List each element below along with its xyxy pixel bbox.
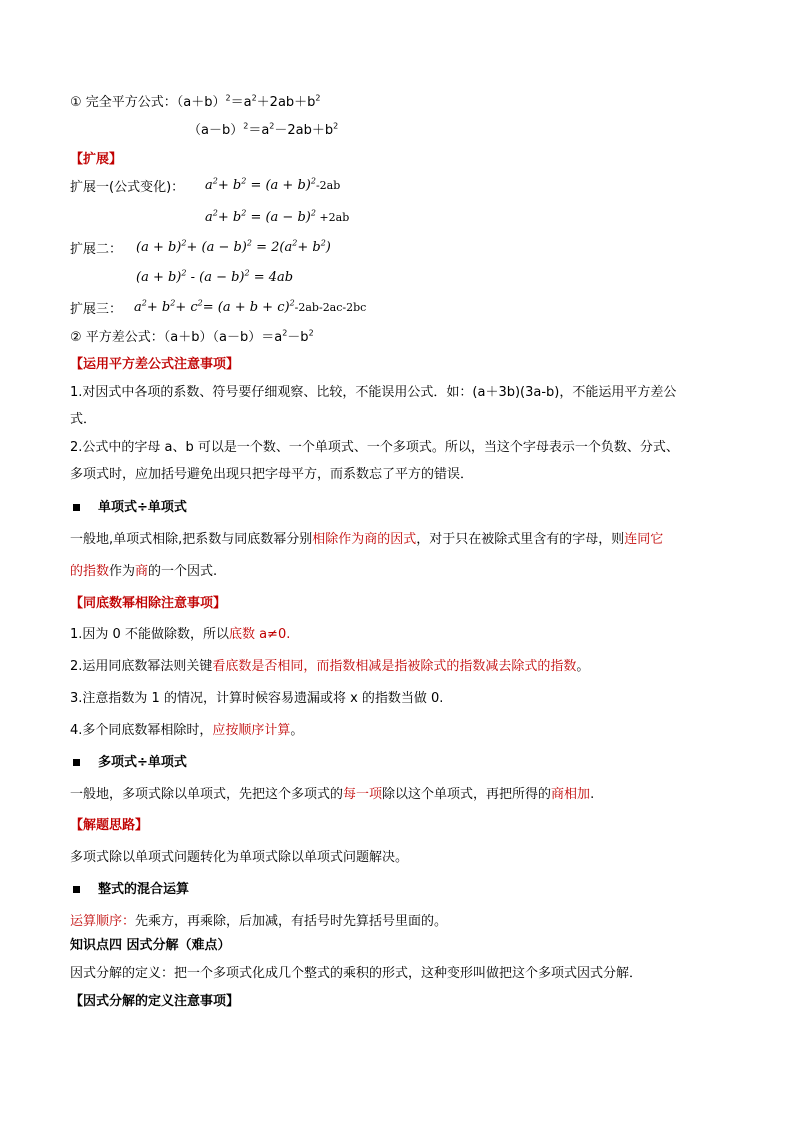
m: a bbox=[205, 178, 213, 193]
extension-two-formula-1 bbox=[136, 238, 331, 258]
m: + c bbox=[175, 300, 198, 315]
operation-order bbox=[70, 912, 447, 932]
highlight: 看底数是否相同，而指数相减是指被除式的指数减去除式的指数 bbox=[212, 659, 577, 674]
sup: 2 bbox=[292, 238, 298, 248]
text: 4.多个同底数幂相除时， bbox=[70, 723, 213, 738]
m: - (a − b) bbox=[186, 270, 245, 285]
section-title: 多项式÷单项式 bbox=[98, 755, 187, 770]
text: 除以这个单项式，再把所得的 bbox=[382, 787, 552, 802]
sup: 2 bbox=[197, 298, 203, 308]
text: 一般地,单项式相除,把系数与同底数幂分别 bbox=[70, 532, 313, 547]
sup: 2 bbox=[251, 93, 257, 103]
factorization-definition: 因式分解的定义：把一个多项式化成几个整式的乘积的形式，这种变形叫做把这个多项式因式分解． bbox=[70, 966, 643, 981]
m: -2ab-2ac-2bc bbox=[294, 301, 367, 314]
label: 扩展二： bbox=[70, 242, 123, 257]
sup: 2 bbox=[315, 93, 321, 103]
extension-two bbox=[70, 240, 122, 260]
text: 。 bbox=[576, 659, 590, 674]
m: = 4ab bbox=[249, 270, 294, 285]
m: +2ab bbox=[315, 211, 350, 224]
note-1-line-1: 1.对因式中各项的系数、符号要仔细观察、比较，不能误用公式．如：(a＋3b)(3a-b)，不能运用平方差公 bbox=[70, 385, 677, 400]
m: = (a + b) bbox=[246, 178, 311, 193]
text: －2ab＋b bbox=[274, 123, 334, 138]
sup: 2 bbox=[225, 93, 231, 103]
m: a bbox=[205, 210, 213, 225]
section-title: 单项式÷单项式 bbox=[98, 500, 187, 515]
highlight: 的指数 bbox=[70, 564, 110, 579]
label: 扩展一(公式变化)： bbox=[70, 180, 185, 195]
m: + b bbox=[217, 178, 242, 193]
text: 1.因为 0 不能做除数，所以 bbox=[70, 627, 229, 642]
note-1-line-2: 式． bbox=[70, 412, 97, 427]
formula-difference-of-squares bbox=[70, 328, 314, 348]
extension-three bbox=[70, 300, 122, 320]
heading-same-base-division-notes: 【同底数幂相除注意事项】 bbox=[70, 596, 227, 611]
text: ① 完全平方公式：（a＋b） bbox=[70, 95, 226, 110]
highlight: 相除作为商的因式 bbox=[312, 532, 417, 547]
heading-extension: 【扩展】 bbox=[70, 152, 123, 167]
sup: 2 bbox=[141, 298, 147, 308]
text: 先乘方，再乘除，后加减，有括号时先算括号里面的。 bbox=[135, 914, 448, 929]
sup: 2 bbox=[269, 121, 275, 131]
text: 的一个因式. bbox=[148, 564, 218, 579]
same-base-note-3: 3.注意指数为 1 的情况，计算时候容易遗漏或将 x 的指数当做 0. bbox=[70, 691, 444, 706]
solution-approach-text: 多项式除以单项式问题转化为单项式除以单项式问题解决。 bbox=[70, 850, 409, 865]
sup: 2 bbox=[310, 208, 316, 218]
heading-knowledge-point-four: 知识点四 因式分解（难点） bbox=[70, 938, 231, 953]
sup: 2 bbox=[241, 176, 247, 186]
formula-perfect-square-2 bbox=[188, 121, 338, 141]
highlight: 商 bbox=[135, 564, 149, 579]
section-title: 整式的混合运算 bbox=[98, 882, 190, 897]
square-bullet-icon bbox=[73, 759, 80, 766]
formula-perfect-square-1 bbox=[70, 93, 321, 113]
sup: 2 bbox=[170, 298, 176, 308]
text: 2.运用同底数幂法则关键 bbox=[70, 659, 213, 674]
text: . bbox=[590, 787, 595, 802]
highlight: 运算顺序： bbox=[70, 914, 136, 929]
m: + (a − b) bbox=[186, 240, 247, 255]
monomial-division-rule-line-2 bbox=[70, 562, 217, 582]
text: 。 bbox=[290, 723, 304, 738]
heading-solution-approach: 【解题思路】 bbox=[70, 818, 149, 833]
highlight: 连同它 bbox=[624, 532, 664, 547]
text: ＝a bbox=[230, 95, 252, 110]
same-base-note-4 bbox=[70, 721, 303, 741]
sup: 2 bbox=[212, 176, 218, 186]
sup: 2 bbox=[244, 268, 250, 278]
sup: 2 bbox=[308, 328, 314, 338]
sup: 2 bbox=[320, 238, 326, 248]
m: a bbox=[134, 300, 142, 315]
sup: 2 bbox=[289, 298, 295, 308]
sup: 2 bbox=[241, 208, 247, 218]
heading-factorization-notes: 【因式分解的定义注意事项】 bbox=[70, 994, 240, 1009]
m: = (a + b + c) bbox=[202, 300, 290, 315]
extension-one bbox=[70, 178, 184, 198]
sup: 2 bbox=[282, 328, 288, 338]
m: = (a − b) bbox=[246, 210, 311, 225]
text: ，对于只在被除式里含有的字母，则 bbox=[416, 532, 625, 547]
sup: 2 bbox=[243, 121, 249, 131]
section-mixed-operations bbox=[73, 880, 189, 900]
extension-one-formula-2 bbox=[205, 208, 349, 228]
same-base-note-1 bbox=[70, 625, 290, 645]
section-monomial-division bbox=[73, 498, 187, 518]
extension-one-formula-1 bbox=[205, 176, 340, 196]
text: 作为 bbox=[109, 564, 136, 579]
highlight: 应按顺序计算 bbox=[212, 723, 291, 738]
sup: 2 bbox=[246, 238, 252, 248]
sup: 2 bbox=[181, 268, 187, 278]
sup: 2 bbox=[333, 121, 339, 131]
square-bullet-icon bbox=[73, 504, 80, 511]
m: (a + b) bbox=[136, 270, 182, 285]
text: －b bbox=[287, 330, 309, 345]
extension-two-formula-2 bbox=[136, 268, 293, 288]
polynomial-division-rule bbox=[70, 785, 594, 805]
text: ＝a bbox=[248, 123, 270, 138]
same-base-note-2 bbox=[70, 657, 589, 677]
note-2-line-1: 2.公式中的字母 a、b 可以是一个数、一个单项式、一个多项式。所以，当这个字母表示一个负数、分式、 bbox=[70, 440, 679, 455]
sup: 2 bbox=[181, 238, 187, 248]
sup: 2 bbox=[212, 208, 218, 218]
text: （a－b） bbox=[188, 123, 244, 138]
text: ＋2ab＋b bbox=[256, 95, 316, 110]
text: 一般地，多项式除以单项式，先把这个多项式的 bbox=[70, 787, 344, 802]
label: 扩展三： bbox=[70, 302, 123, 317]
text: ② 平方差公式：（a＋b）（a－b）＝a bbox=[70, 330, 283, 345]
m: + b bbox=[146, 300, 171, 315]
heading-difference-of-squares-notes: 【运用平方差公式注意事项】 bbox=[70, 357, 240, 372]
highlight: 底数 a≠0. bbox=[228, 627, 291, 642]
m: + b bbox=[217, 210, 242, 225]
highlight: 每一项 bbox=[343, 787, 383, 802]
note-2-line-2: 多项式时，应加括号避免出现只把字母平方，而系数忘了平方的错误． bbox=[70, 467, 474, 482]
section-polynomial-division bbox=[73, 753, 187, 773]
m: + b bbox=[297, 240, 321, 255]
m: -2ab bbox=[315, 179, 341, 192]
sup: 2 bbox=[310, 176, 316, 186]
m: = 2(a bbox=[251, 240, 293, 255]
highlight: 商相加 bbox=[551, 787, 591, 802]
m: ) bbox=[325, 240, 331, 255]
square-bullet-icon bbox=[73, 886, 80, 893]
monomial-division-rule-line-1 bbox=[70, 530, 663, 550]
m: (a + b) bbox=[136, 240, 182, 255]
extension-three-formula bbox=[134, 298, 366, 318]
